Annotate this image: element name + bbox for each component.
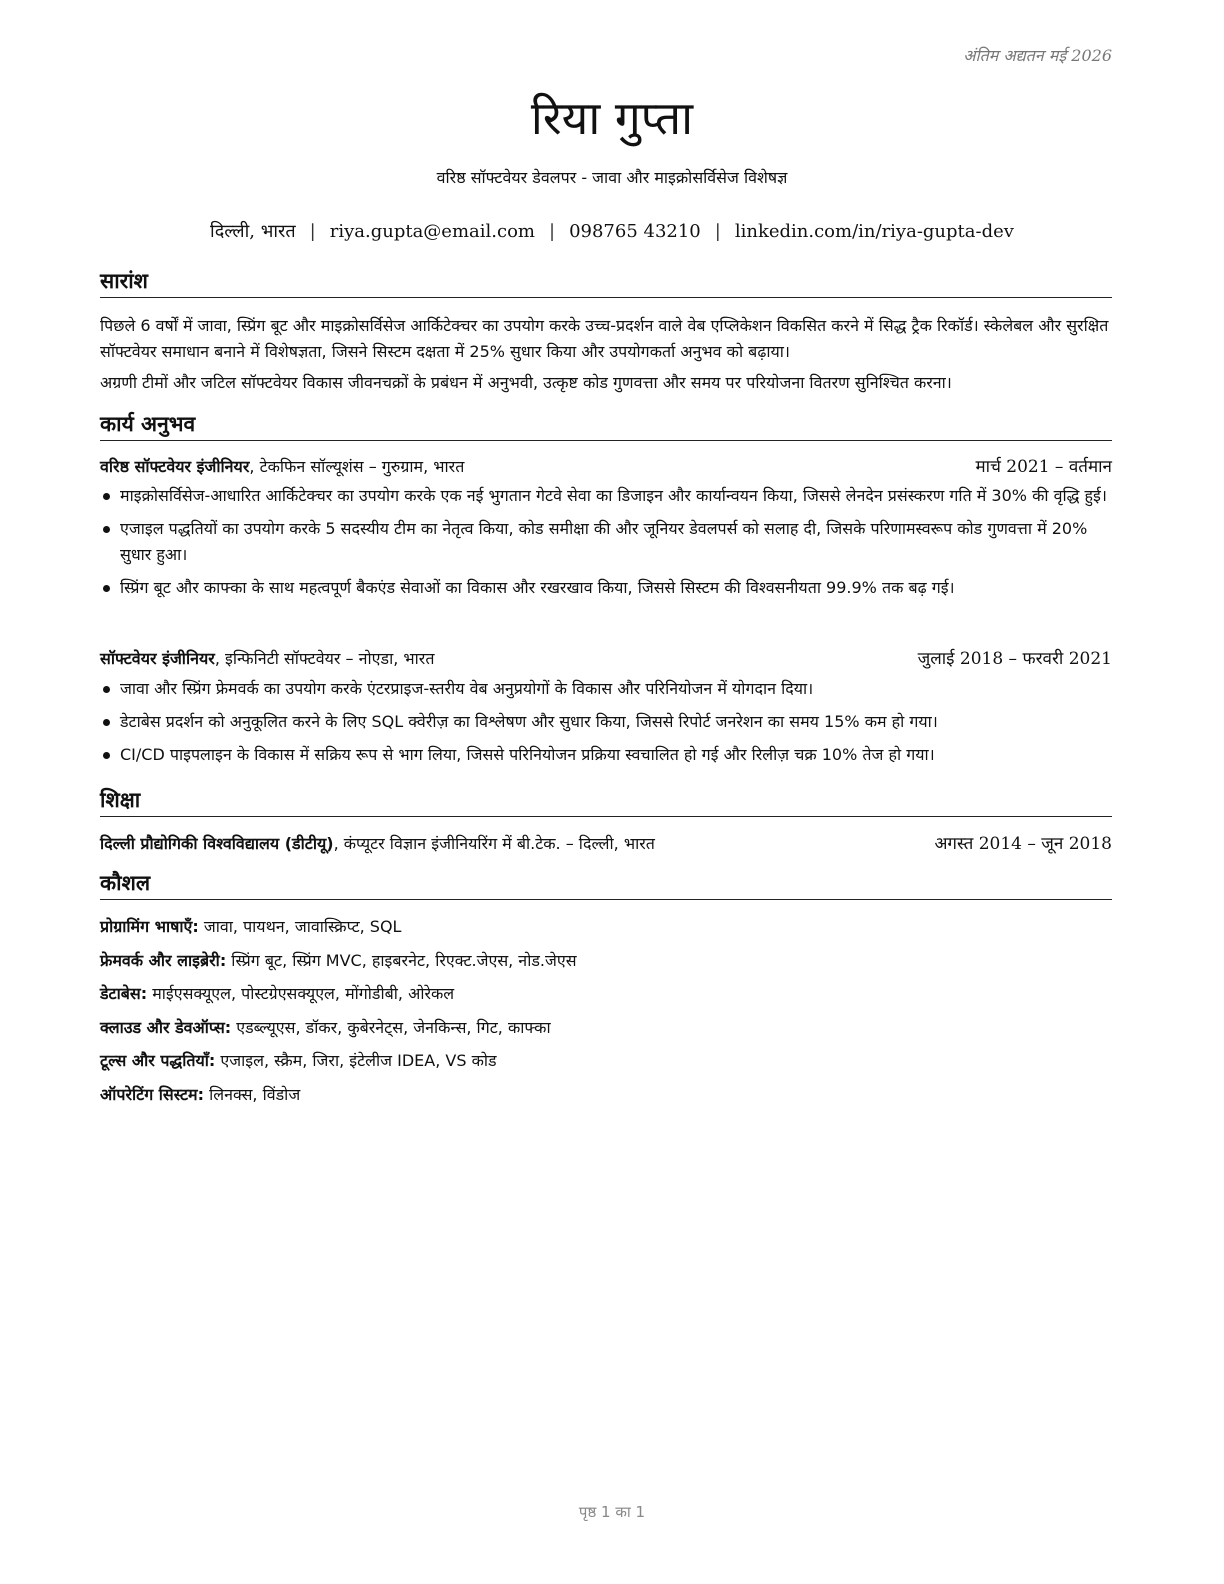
skill-row xyxy=(100,1082,1112,1116)
list-item xyxy=(100,709,1112,735)
bullet-text: माइक्रोसर्विसेज-आधारित आर्किटेक्चर का उपयोग करके एक नई भुगतान गेटवे सेवा का डिजाइन और कार्यान्वयन किया, जिससे लेनदेन प्रसंस्करण गति में 30% की वृद्धि हुई। xyxy=(120,486,1107,505)
bullet-dot xyxy=(103,493,110,500)
skill-value: लिनक्स, विंडोज xyxy=(204,1084,301,1104)
bullet-dot xyxy=(103,526,110,533)
contact-line xyxy=(0,219,1224,243)
skill-label: ऑपरेटिंग सिस्टम: xyxy=(100,1084,205,1104)
skill-value: एडब्ल्यूएस, डॉकर, कुबेरनेट्स, जेनकिन्स, गिट, काफ्का xyxy=(231,1017,551,1037)
bullet-dot xyxy=(103,752,110,759)
job-bullets xyxy=(100,483,1112,608)
education-institution: दिल्ली प्रौद्योगिकी विश्वविद्यालय (डीटीयू) xyxy=(100,834,334,853)
skill-row xyxy=(100,914,1112,948)
last-updated: अंतिम अद्यतन मई 2026 xyxy=(963,46,1112,65)
contact-separator: | xyxy=(548,221,556,242)
skill-value: जावा, पायथन, जावास्क्रिप्ट, SQL xyxy=(198,917,402,936)
job-dates: मार्च 2021 – वर्तमान xyxy=(975,457,1112,477)
skill-value: माईएसक्यूएल, पोस्टग्रेएसक्यूएल, मोंगोडीबी, ओरेकल xyxy=(147,984,455,1003)
skills-list xyxy=(100,914,1112,1115)
job-company: , इन्फिनिटी सॉफ्टवेयर – नोएडा, भारत xyxy=(214,649,435,668)
job-company: , टेकफिन सॉल्यूशंस – गुरुग्राम, भारत xyxy=(249,457,465,476)
bullet-text: स्प्रिंग बूट और काफ्का के साथ महत्वपूर्ण बैकएंड सेवाओं का विकास और रखरखाव किया, जिससे सिस्टम की विश्वसनीयता 99.9% तक बढ़ गई। xyxy=(120,578,955,597)
list-item xyxy=(100,483,1112,509)
candidate-name: रिया गुप्ता xyxy=(530,91,694,145)
summary-heading: सारांश xyxy=(100,268,1112,298)
skill-label: डेटाबेस: xyxy=(100,984,148,1003)
contact-separator: | xyxy=(714,221,721,242)
job-title-company xyxy=(100,647,434,671)
skill-label: फ्रेमवर्क और लाइब्रेरी: xyxy=(100,950,227,970)
skills-heading: कौशल xyxy=(100,870,1112,900)
tagline: वरिष्ठ सॉफ्टवेयर डेवलपर - जावा और माइक्रोसर्विसेज विशेषज्ञ xyxy=(436,168,788,187)
bullet-text: एजाइल पद्धतियों का उपयोग करके 5 सदस्यीय टीम का नेतृत्व किया, कोड समीक्षा की और जूनियर डेवलपर्स को सलाह दी, जिसके परिणामस्वरूप कोड गुणवत्ता में 20% सुधार हुआ। xyxy=(120,519,1088,564)
contact-separator: | xyxy=(309,221,316,242)
skill-label: प्रोग्रामिंग भाषाएँ: xyxy=(100,917,199,936)
skill-label: क्लाउड और डेवऑप्स: xyxy=(100,1017,232,1037)
skill-row xyxy=(100,981,1112,1015)
list-item xyxy=(100,575,1112,601)
education-row xyxy=(100,832,1112,856)
bullet-text: जावा और स्प्रिंग फ्रेमवर्क का उपयोग करके एंटरप्राइज-स्तरीय वेब अनुप्रयोगों के विकास और परिनियोजन में योगदान दिया। xyxy=(120,679,814,698)
contact-email[interactable]: riya.gupta@email.com xyxy=(329,221,535,242)
job-bullets xyxy=(100,676,1112,775)
contact-linkedin[interactable]: linkedin.com/in/riya-gupta-dev xyxy=(734,221,1014,242)
education-heading: शिक्षा xyxy=(100,787,1112,817)
skill-row xyxy=(100,1015,1112,1049)
bullet-text: CI/CD पाइपलाइन के विकास में सक्रिय रूप से भाग लिया, जिससे परिनियोजन प्रक्रिया स्वचालित हो गई और रिलीज़ चक्र 10% तेज हो गया। xyxy=(120,745,935,764)
education-dates: अगस्त 2014 – जून 2018 xyxy=(934,834,1112,854)
skill-row xyxy=(100,948,1112,982)
education-entry xyxy=(100,832,655,856)
contact-location: दिल्ली, भारत xyxy=(210,221,296,242)
list-item xyxy=(100,742,1112,768)
summary-paragraph-1: पिछले 6 वर्षों में जावा, स्प्रिंग बूट और माइक्रोसर्विसेज आर्किटेक्चर का उपयोग करके उच्च-प्रदर्शन वाले वेब एप्लिकेशन विकसित करने में सिद्ध ट्रैक रिकॉर्ड। स्केलेबल और सुरक्षित सॉफ्टवेयर समाधान बनाने में विशेषज्ञता, जिसने सिस्टम दक्षता में 25% सुधार किया और उपयोगकर्ता अनुभव को बढ़ाया। xyxy=(100,316,1109,361)
job-header xyxy=(100,455,1112,479)
summary-paragraph-2: अग्रणी टीमों और जटिल सॉफ्टवेयर विकास जीवनचक्रों के प्रबंधन में अनुभवी, उत्कृष्ट कोड गुणवत्ता और समय पर परियोजना वितरण सुनिश्चित करना। xyxy=(100,373,952,392)
education-degree: , कंप्यूटर विज्ञान इंजीनियरिंग में बी.टेक. – दिल्ली, भारत xyxy=(333,834,655,853)
job-title: वरिष्ठ सॉफ्टवेयर इंजीनियर xyxy=(100,457,250,476)
job-title-company xyxy=(100,455,464,479)
experience-heading: कार्य अनुभव xyxy=(100,411,1112,441)
bullet-text: डेटाबेस प्रदर्शन को अनुकूलित करने के लिए SQL क्वेरीज़ का विश्लेषण और सुधार किया, जिससे रिपोर्ट जनरेशन का समय 15% कम हो गया। xyxy=(120,712,938,731)
skill-value: एजाइल, स्क्रैम, जिरा, इंटेलीज IDEA, VS कोड xyxy=(215,1051,497,1070)
job-header xyxy=(100,647,1112,671)
skill-row xyxy=(100,1048,1112,1082)
skill-value: स्प्रिंग बूट, स्प्रिंग MVC, हाइबरनेट, रिएक्ट.जेएस, नोड.जेएस xyxy=(226,950,577,970)
bullet-dot xyxy=(103,686,110,693)
job-title: सॉफ्टवेयर इंजीनियर xyxy=(100,649,215,668)
list-item xyxy=(100,516,1112,568)
job-dates: जुलाई 2018 – फरवरी 2021 xyxy=(917,649,1112,669)
skill-label: टूल्स और पद्धतियाँ: xyxy=(100,1051,216,1070)
list-item xyxy=(100,676,1112,702)
bullet-dot xyxy=(103,585,110,592)
bullet-dot xyxy=(103,719,110,726)
contact-phone[interactable]: 098765 43210 xyxy=(569,221,701,242)
page-number: पृष्ठ 1 का 1 xyxy=(578,1503,646,1521)
